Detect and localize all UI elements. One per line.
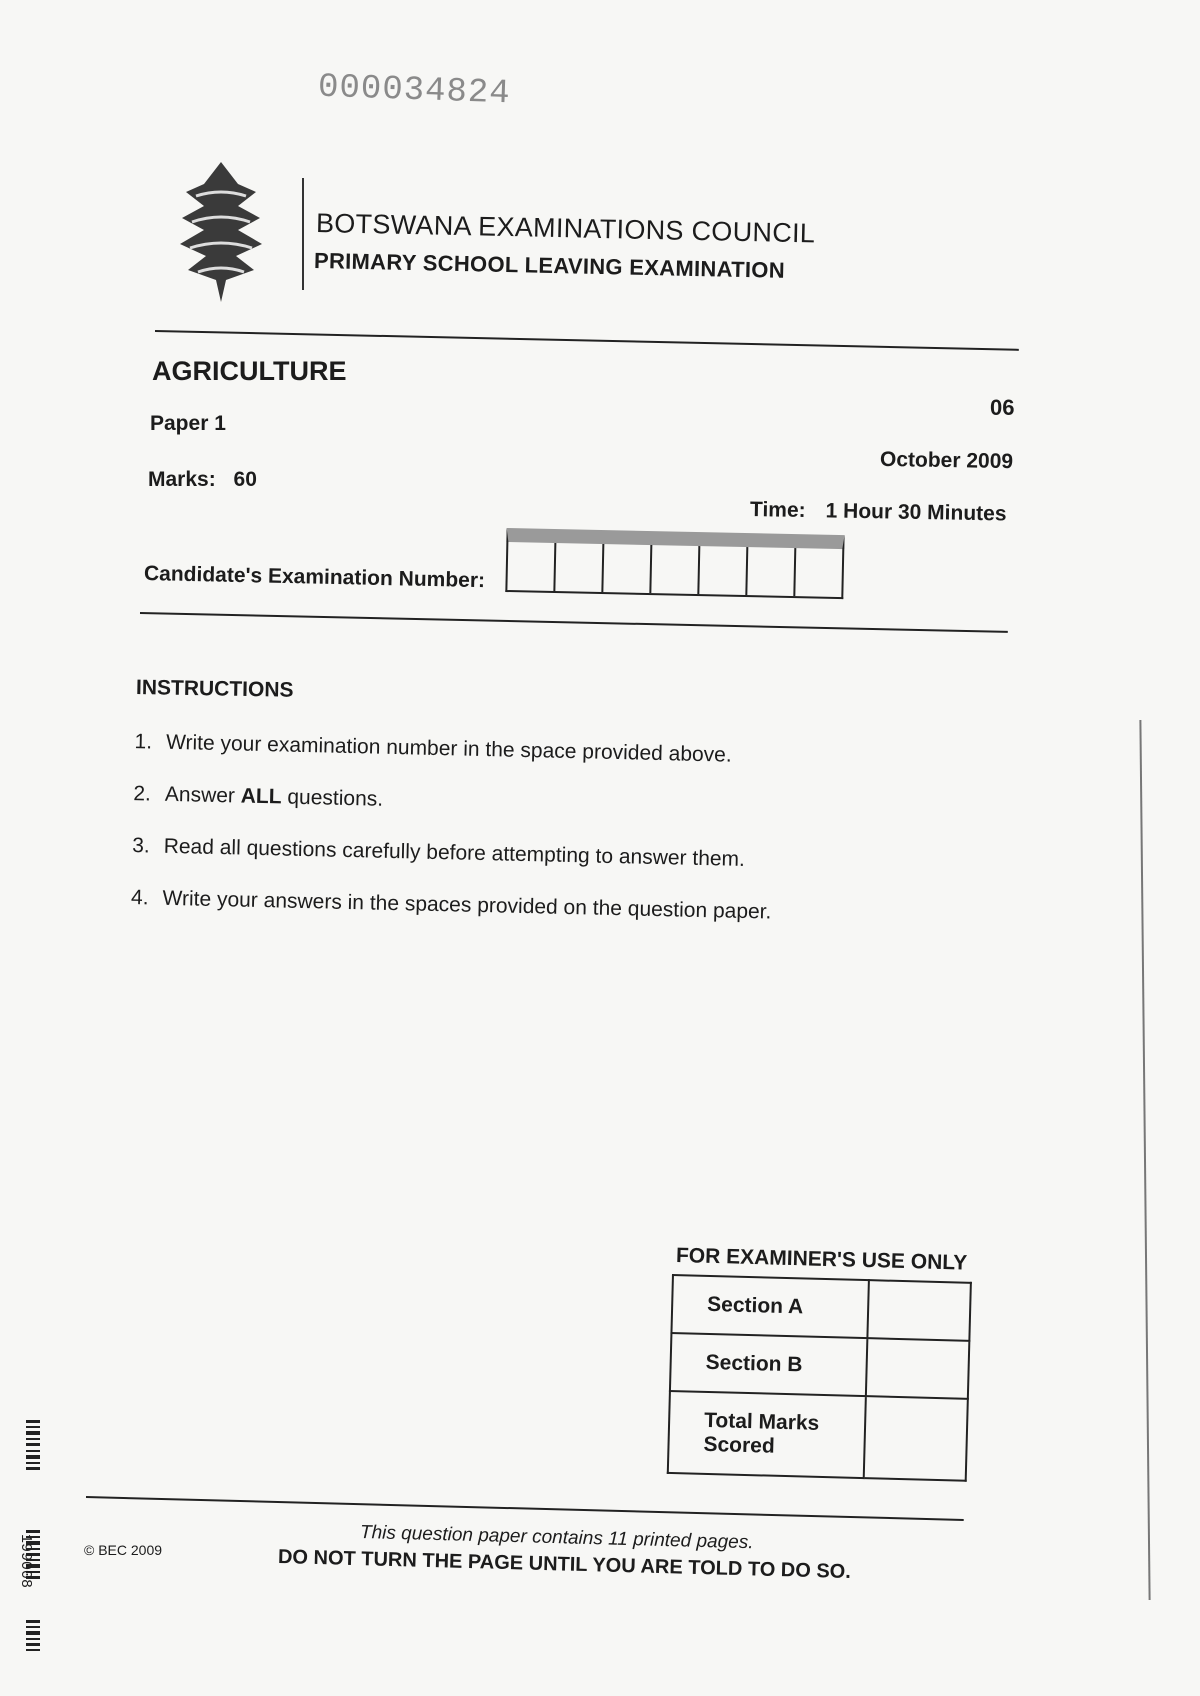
section-b-score[interactable] bbox=[866, 1338, 969, 1399]
candidate-number-box[interactable] bbox=[507, 542, 554, 591]
footer-rule bbox=[86, 1496, 964, 1521]
header-divider bbox=[302, 178, 304, 290]
exam-time bbox=[750, 498, 1007, 526]
table-row bbox=[670, 1333, 969, 1399]
marks-value: 60 bbox=[233, 468, 257, 491]
marks bbox=[148, 468, 257, 492]
paper-number: Paper 1 bbox=[150, 412, 226, 435]
candidate-number-box[interactable] bbox=[745, 547, 794, 596]
marks-label: Marks: bbox=[148, 468, 216, 491]
pages-note: This question paper contains 11 printed pages. bbox=[359, 1522, 754, 1554]
candidate-number-box[interactable] bbox=[793, 548, 842, 597]
section-a-score[interactable] bbox=[867, 1280, 970, 1341]
examiner-marks-table bbox=[667, 1274, 972, 1482]
candidate-number-box[interactable] bbox=[649, 545, 698, 594]
top-rule bbox=[155, 330, 1019, 351]
middle-rule bbox=[140, 612, 1008, 633]
section-b-label: Section B bbox=[670, 1333, 867, 1396]
total-marks-score[interactable] bbox=[864, 1396, 968, 1481]
paper-code: 06 bbox=[990, 395, 1015, 420]
page-edge bbox=[1139, 720, 1150, 1600]
subject-title: AGRICULTURE bbox=[152, 356, 347, 386]
exam-date: October 2009 bbox=[879, 447, 1014, 474]
time-value: 1 Hour 30 Minutes bbox=[825, 499, 1007, 526]
time-label: Time: bbox=[749, 498, 806, 522]
instruction-item: 3. Read all questions carefully before attempting to answer them. bbox=[131, 834, 746, 871]
instructions-list bbox=[128, 730, 833, 954]
table-row bbox=[668, 1391, 968, 1481]
table-row bbox=[671, 1275, 970, 1341]
examiner-use-title: FOR EXAMINER'S USE ONLY bbox=[675, 1244, 968, 1275]
serial-number: 000034824 bbox=[317, 68, 512, 114]
candidate-number-label: Candidate's Examination Number: bbox=[143, 562, 486, 593]
section-a-label: Section A bbox=[671, 1275, 868, 1338]
candidate-number-box[interactable] bbox=[601, 544, 650, 593]
bec-logo-icon bbox=[176, 162, 266, 302]
instruction-item: 2. Answer ALL questions. bbox=[133, 782, 384, 811]
candidate-number-boxes[interactable] bbox=[505, 528, 844, 599]
do-not-turn-warning: DO NOT TURN THE PAGE UNTIL YOU ARE TOLD TO DO SO. bbox=[277, 1546, 852, 1583]
instruction-item: 4. Write your answers in the spaces provided on the question paper. bbox=[130, 886, 772, 924]
copyright: © BEC 2009 bbox=[84, 1542, 163, 1558]
candidate-number-box[interactable] bbox=[697, 546, 746, 595]
barcode-number: 199008 bbox=[17, 1534, 34, 1589]
council-name: BOTSWANA EXAMINATIONS COUNCIL bbox=[315, 208, 816, 249]
candidate-number-box[interactable] bbox=[553, 543, 602, 592]
instruction-item: 1. Write your examination number in the space provided above. bbox=[134, 730, 732, 767]
total-marks-label: Total Marks Scored bbox=[668, 1391, 866, 1478]
instructions-title: INSTRUCTIONS bbox=[135, 676, 294, 702]
exam-name: PRIMARY SCHOOL LEAVING EXAMINATION bbox=[313, 248, 786, 283]
